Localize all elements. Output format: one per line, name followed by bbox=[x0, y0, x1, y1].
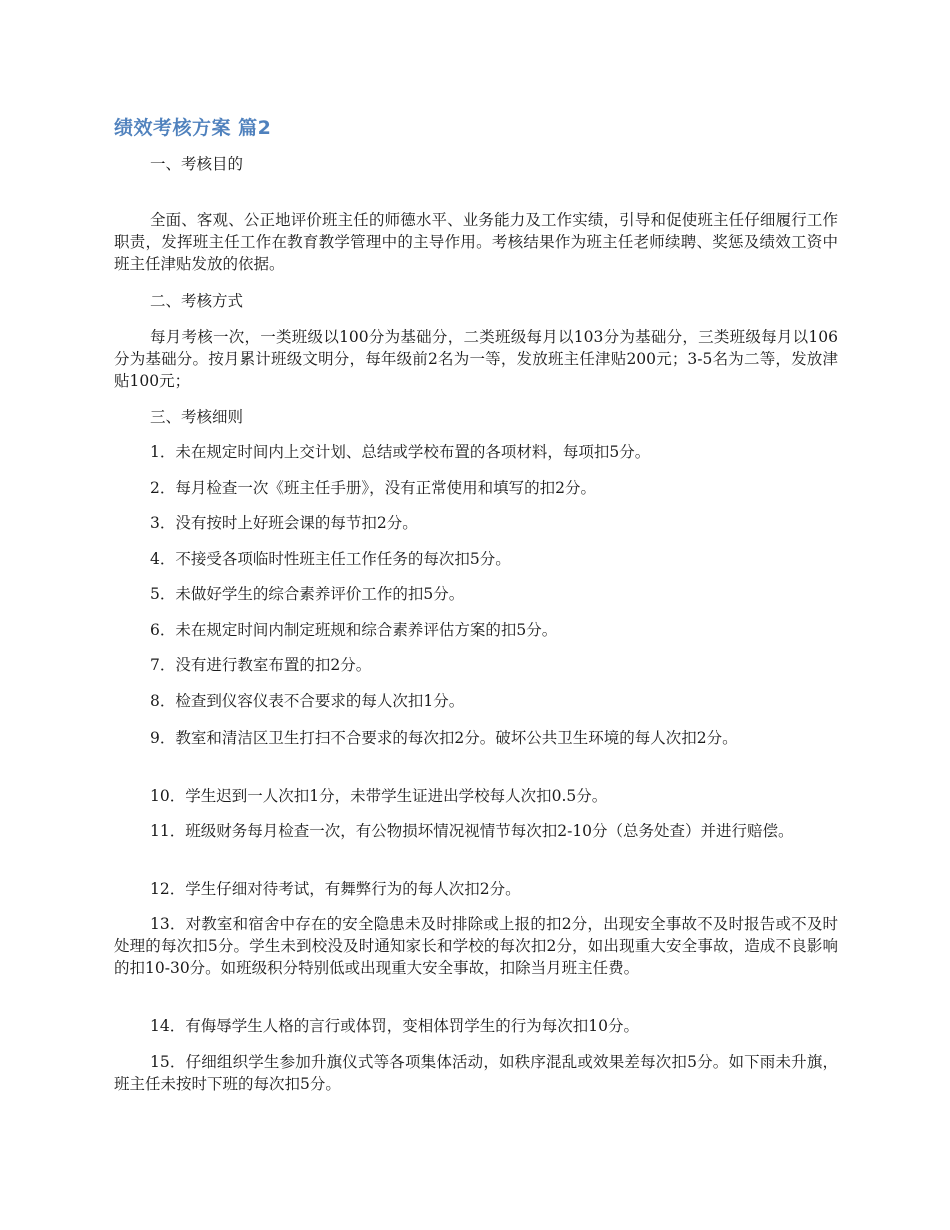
rule-item-2: 2．每月检查一次《班主任手册》，没有正常使用和填写的扣2分。 bbox=[150, 479, 596, 497]
section-heading-purpose: 一、考核目的 bbox=[150, 155, 244, 173]
rule-item-9: 9．教室和清洁区卫生打扫不合要求的每次扣2分。破坏公共卫生环境的每人次扣2分。 bbox=[150, 729, 738, 747]
rule-item-5: 5．未做好学生的综合素养评价工作的扣5分。 bbox=[150, 585, 465, 603]
rule-item-13: 13．对教室和宿舍中存在的安全隐患未及时排除或上报的扣2分，出现安全事故不及时报告或不及时处理的每次扣5分。学生未到校没及时通知家长和学校的每次扣2分，如出现重大安全事故，造成不良影响的扣10-30分。如班级积分特别低或出现重大安全事故，扣除当月班主任费。 bbox=[114, 915, 838, 977]
rule-item-11: 11．班级财务每月检查一次，有公物损坏情况视情节每次扣2-10分（总务处查）并进行赔偿。 bbox=[150, 822, 794, 840]
rule-item-4: 4．不接受各项临时性班主任工作任务的每次扣5分。 bbox=[150, 550, 511, 568]
rule-item-3: 3．没有按时上好班会课的每节扣2分。 bbox=[150, 514, 418, 532]
document-title: 绩效考核方案 篇2 bbox=[114, 117, 272, 139]
purpose-paragraph: 全面、客观、公正地评价班主任的师德水平、业务能力及工作实绩，引导和促使班主任仔细履行工作职责，发挥班主任工作在教育教学管理中的主导作用。考核结果作为班主任老师续聘、奖惩及绩效工资中班主任津贴发放的依据。 bbox=[114, 211, 838, 273]
section-heading-method: 二、考核方式 bbox=[150, 292, 244, 310]
rule-item-14: 14．有侮辱学生人格的言行或体罚，变相体罚学生的行为每次扣10分。 bbox=[150, 1017, 639, 1035]
rule-item-7: 7．没有进行教室布置的扣2分。 bbox=[150, 656, 372, 674]
rule-item-8: 8．检查到仪容仪表不合要求的每人次扣1分。 bbox=[150, 692, 465, 710]
rule-item-15: 15．仔细组织学生参加升旗仪式等各项集体活动，如秩序混乱或效果差每次扣5分。如下雨未升旗，班主任未按时下班的每次扣5分。 bbox=[114, 1053, 838, 1093]
rule-item-6: 6．未在规定时间内制定班规和综合素养评估方案的扣5分。 bbox=[150, 621, 558, 639]
rule-item-10: 10．学生迟到一人次扣1分，未带学生证进出学校每人次扣0.5分。 bbox=[150, 787, 608, 805]
section-heading-rules: 三、考核细则 bbox=[150, 408, 244, 426]
rule-item-1: 1．未在规定时间内上交计划、总结或学校布置的各项材料，每项扣5分。 bbox=[150, 443, 651, 461]
rule-item-12: 12．学生仔细对待考试，有舞弊行为的每人次扣2分。 bbox=[150, 880, 521, 898]
method-paragraph: 每月考核一次，一类班级以100分为基础分，二类班级每月以103分为基础分，三类班级每月以106分为基础分。按月累计班级文明分，每年级前2名为一等，发放班主任津贴200元；3-5名为二等，发放津贴100元； bbox=[114, 328, 838, 390]
